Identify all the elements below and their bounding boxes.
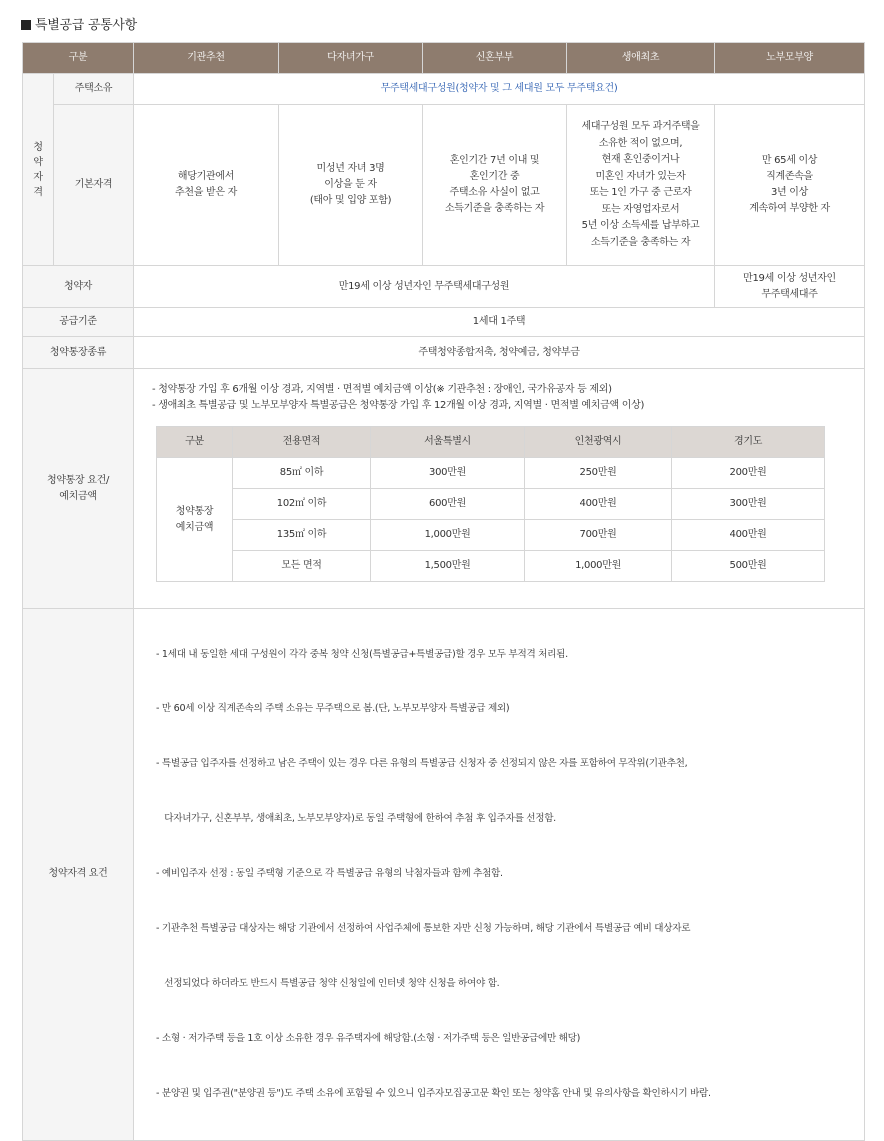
home-ownership-row [23,74,865,105]
deposit-table-header [157,427,825,458]
basic-institutional: 해당기관에서 추천을 받은 자 [134,105,279,266]
deposit-incheon: 700만원 [525,520,672,551]
deposit-gyeonggi: 200만원 [672,458,825,489]
deposit-table-row [157,489,825,520]
deposit-row [23,369,865,609]
eligibility-note: 선정되었다 하더라도 반드시 특별공급 청약 신청일에 인터넷 청약 신청을 하여야 함. [156,977,500,989]
deposit-table-row [157,520,825,551]
eligibility-label: 청약자격 요건 [23,609,134,1141]
deposit-seoul: 300만원 [371,458,525,489]
deposit-label: 청약통장 요건/ 예치금액 [23,369,134,609]
deposit-table-row [157,458,825,489]
deposit-notes [152,382,864,414]
deposit-incheon: 400만원 [525,489,672,520]
applicant-row [23,266,865,308]
basic-multichild: 미성년 자녀 3명 이상을 둔 자 (태아 및 입양 포함) [279,105,423,266]
eligibility-note: 다자녀가구, 신혼부부, 생애최초, 노부모부양자)로 동일 주택형에 한하여 추첨 후 입주자를 선정함. [156,813,556,825]
table-header-row [23,43,865,74]
header-first-time: 생애최초 [567,43,715,74]
eligibility-note: - 분양권 및 입주권("분양권 등")도 주택 소유에 포함될 수 있으니 입주자모집공고문 확인 또는 청약홈 안내 및 유의사항을 확인하시기 바람. [156,1087,711,1099]
applicant-common: 만19세 이상 성년자인 무주택세대구성원 [134,266,715,308]
account-type-row [23,337,865,369]
supply-label: 공급기준 [23,308,134,337]
basic-qualification-label: 기본자격 [54,105,134,266]
common-requirements-table [22,42,865,1141]
deposit-note: - 청약통장 가입 후 6개월 이상 경과, 지역별 · 면적별 예치금액 이상(※ 기관추천 : 장애인, 국가유공자 등 제외) [152,384,612,395]
deposit-header-category: 구분 [157,427,233,458]
deposit-seoul: 600만원 [371,489,525,520]
header-newlywed: 신혼부부 [423,43,567,74]
eligibility-note: - 특별공급 입주자를 선정하고 남은 주택이 있는 경우 다른 유형의 특별공급 신청자 중 선정되지 않은 자를 포함하여 무작위(기관추천, [156,758,688,770]
deposit-note: - 생애최초 특별공급 및 노부모부양자 특별공급은 청약통장 가입 후 12개월 이상 경과, 지역별 · 면적별 예치금액 이상) [152,400,645,411]
deposit-table-row [157,551,825,582]
basic-qualification-row [23,105,865,266]
applicant-label: 청약자 [23,266,134,308]
home-ownership-label: 주택소유 [54,74,134,105]
deposit-seoul: 1,000만원 [371,520,525,551]
deposit-gyeonggi: 500만원 [672,551,825,582]
deposit-gyeonggi: 400만원 [672,520,825,551]
square-bullet-icon [21,20,31,30]
deposit-header-gyeonggi: 경기도 [672,427,825,458]
supply-value: 1세대 1주택 [134,308,865,337]
deposit-header-incheon: 인천광역시 [525,427,672,458]
eligibility-note: - 예비입주자 선정 : 동일 주택형 기준으로 각 특별공급 유형의 낙첨자들과 함께 추첨함. [156,868,503,880]
header-institutional: 기관추천 [134,43,279,74]
deposit-header-area: 전용면적 [233,427,371,458]
basic-first-time: 세대구성원 모두 과거주택을 소유한 적이 없으며, 현재 혼인중이거나 미혼인 자녀가 있는자 또는 1인 가구 중 근로자 또는 자영업자로서 5년 이상 소득세를 납부하고 소득기준을 충족하는 자 [567,105,715,266]
basic-newlywed: 혼인기간 7년 이내 및 혼인기간 중 주택소유 사실이 없고 소득기준을 충족하는 자 [423,105,567,266]
home-ownership-value: 무주택세대구성원(청약자 및 그 세대원 모두 무주택요건) [134,74,865,105]
deposit-gyeonggi: 300만원 [672,489,825,520]
deposit-seoul: 1,500만원 [371,551,525,582]
eligibility-content [134,609,865,1141]
eligibility-row [23,609,865,1141]
deposit-area: 모든 면적 [233,551,371,582]
deposit-header-seoul: 서울특별시 [371,427,525,458]
deposit-incheon: 250만원 [525,458,672,489]
eligibility-note: - 만 60세 이상 직계존속의 주택 소유는 무주택으로 봄.(단, 노부모부양자 특별공급 제외) [156,703,510,715]
section-title-text: 특별공급 공통사항 [35,18,137,33]
deposit-row-label: 청약통장 예치금액 [157,458,233,582]
header-category: 구분 [23,43,134,74]
deposit-incheon: 1,000만원 [525,551,672,582]
eligibility-notes [156,609,864,1140]
basic-elderly: 만 65세 이상 직계존속을 3년 이상 계속하여 부양한 자 [715,105,865,266]
qualification-group-label: 청 약 자 격 [23,74,54,266]
deposit-amount-table [156,426,825,582]
account-type-value: 주택청약종합저축, 청약예금, 청약부금 [134,337,865,369]
deposit-area: 102㎡ 이하 [233,489,371,520]
deposit-area: 135㎡ 이하 [233,520,371,551]
header-multichild: 다자녀가구 [279,43,423,74]
section-title [21,14,137,33]
applicant-elderly: 만19세 이상 성년자인 무주택세대주 [715,266,865,308]
deposit-content [134,369,865,609]
deposit-area: 85㎡ 이하 [233,458,371,489]
header-elderly: 노부모부양 [715,43,865,74]
eligibility-note: - 소형 · 저가주택 등을 1호 이상 소유한 경우 유주택자에 해당함.(소형 · 저가주택 등은 일반공급에만 해당) [156,1032,581,1044]
supply-row [23,308,865,337]
account-type-label: 청약통장종류 [23,337,134,369]
eligibility-note: - 1세대 내 동일한 세대 구성원이 각각 중복 청약 신청(특별공급+특별공급)할 경우 모두 부적격 처리됨. [156,648,568,660]
eligibility-note: - 기관추천 특별공급 대상자는 해당 기관에서 선정하여 사업주체에 통보한 자만 신청 가능하며, 해당 기관에서 특별공급 예비 대상자로 [156,923,691,935]
